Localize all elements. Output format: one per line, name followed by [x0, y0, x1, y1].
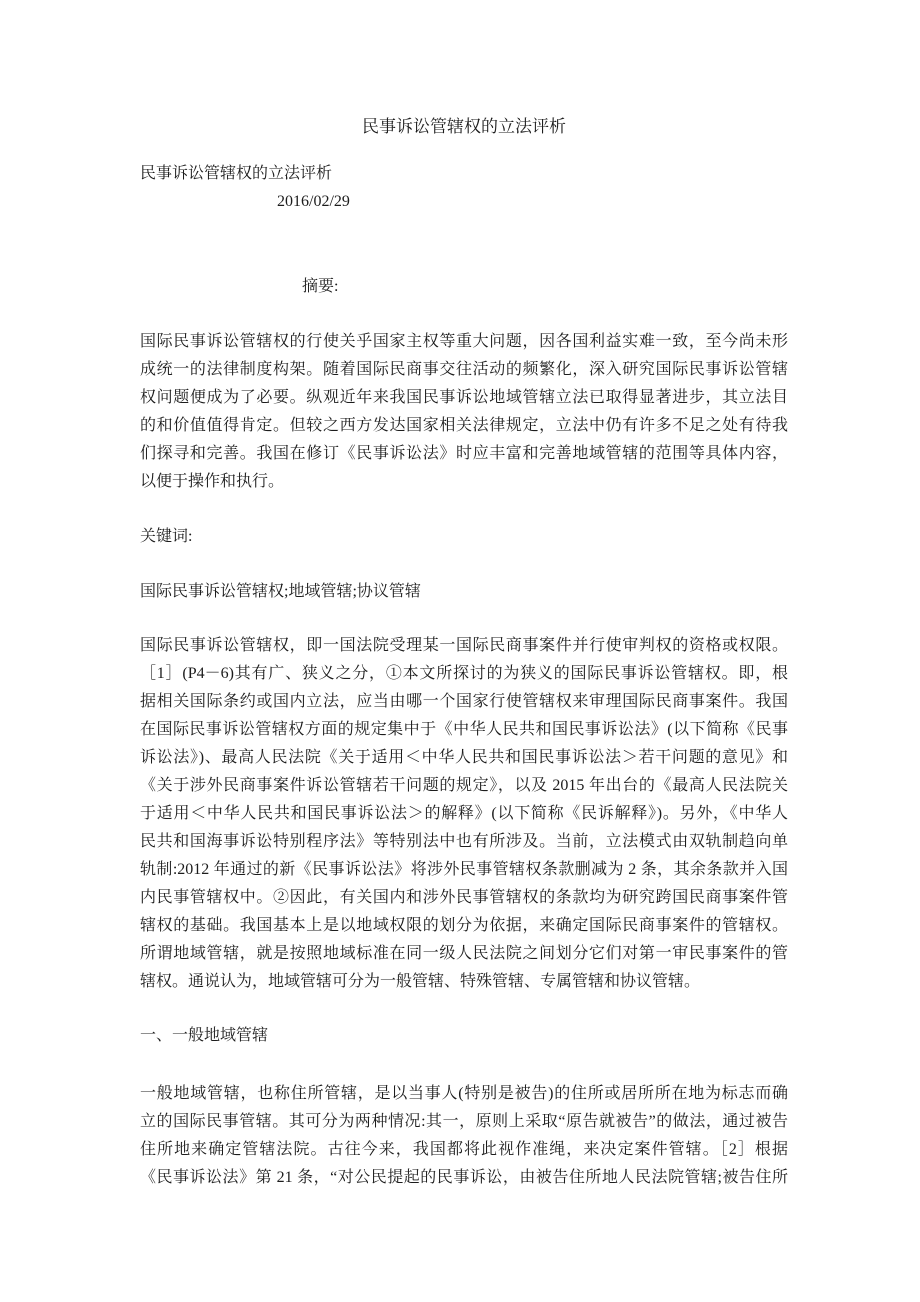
abstract-paragraph — [140, 328, 788, 496]
document-title: 民事诉讼管辖权的立法评析 — [362, 117, 566, 136]
text-line: 据相关国际条约或国内立法，应当由哪一个国家行使管辖权来审理国际民商事案件。我国 — [140, 693, 788, 710]
text-line: 住所地来确定管辖法院。古往今来，我国都将此视作准绳，来决定案件管辖。［2］根据 — [140, 1141, 788, 1158]
body-paragraph — [140, 632, 788, 996]
text-line: 辖权的基础。我国基本上是以地域权限的划分为依据，来确定国际民商事案件的管辖权。 — [140, 917, 788, 934]
text-line: 的和价值值得肯定。但较之西方发达国家相关法律规定，立法中仍有许多不足之处有待我 — [140, 417, 788, 434]
section-paragraph — [140, 1080, 788, 1192]
text-line: 权问题便成为了必要。纵观近年来我国民事诉讼地域管辖立法已取得显著进步，其立法目 — [140, 389, 788, 406]
text-line: 民共和国海事诉讼特别程序法》等特别法中也有所涉及。当前，立法模式由双轨制趋向单 — [140, 833, 788, 850]
text-line: 立的国际民事管辖。其可分为两种情况:其一，原则上采取“原告就被告”的做法，通过被告 — [140, 1113, 788, 1130]
text-line: ［1］(P4－6)其有广、狭义之分，①本文所探讨的为狭义的国际民事诉讼管辖权。即，根 — [140, 665, 788, 682]
text-line: 《民事诉讼法》第 21 条，“对公民提起的民事诉讼，由被告住所地人民法院管辖;被告住所 — [140, 1169, 788, 1186]
text-line: 一般地域管辖，也称住所管辖，是以当事人(特别是被告)的住所或居所所在地为标志而确 — [140, 1085, 788, 1102]
text-line: 国际民事诉讼管辖权，即一国法院受理某一国际民商事案件并行使审判权的资格或权限。 — [140, 637, 788, 654]
text-line: 成统一的法律制度构架。随着国际民商事交往活动的频繁化，深入研究国际民事诉讼管辖 — [140, 361, 788, 378]
text-line: 于适用＜中华人民共和国民事诉讼法＞的解释》(以下简称《民诉解释》)。另外，《中华人 — [140, 805, 788, 822]
text-line: 们探寻和完善。我国在修订《民事诉讼法》时应丰富和完善地域管辖的范围等具体内容， — [140, 445, 788, 462]
text-line: 所谓地域管辖，就是按照地域标准在同一级人民法院之间划分它们对第一审民事案件的管 — [140, 945, 788, 962]
keywords-value: 国际民事诉讼管辖权;地域管辖;协议管辖 — [140, 583, 421, 600]
document-date: 2016/02/29 — [277, 193, 350, 210]
text-line: 在国际民事诉讼管辖权方面的规定集中于《中华人民共和国民事诉讼法》(以下简称《民事 — [140, 721, 788, 738]
abstract-label: 摘要: — [302, 278, 339, 295]
text-line: 国际民事诉讼管辖权的行使关乎国家主权等重大问题，因各国利益实难一致，至今尚未形 — [140, 333, 788, 350]
keywords-label: 关键词: — [140, 528, 193, 545]
text-line: 《关于涉外民商事案件诉讼管辖若干问题的规定》，以及 2015 年出台的《最高人民法院关 — [140, 777, 788, 794]
text-line: 诉讼法》)、最高人民法院《关于适用＜中华人民共和国民事诉讼法＞若干问题的意见》和 — [140, 749, 788, 766]
document-subtitle: 民事诉讼管辖权的立法评析 — [140, 165, 333, 182]
section-heading: 一、一般地域管辖 — [140, 1027, 269, 1044]
text-line: 辖权。通说认为，地域管辖可分为一般管辖、特殊管辖、专属管辖和协议管辖。 — [140, 973, 701, 990]
text-line: 以便于操作和执行。 — [140, 473, 285, 490]
text-line: 内民事管辖权中。②因此，有关国内和涉外民事管辖权的条款均为研究跨国民商事案件管 — [140, 889, 788, 906]
text-line: 轨制:2012 年通过的新《民事诉讼法》将涉外民事管辖权条款删减为 2 条，其余条款并入国 — [140, 861, 788, 878]
